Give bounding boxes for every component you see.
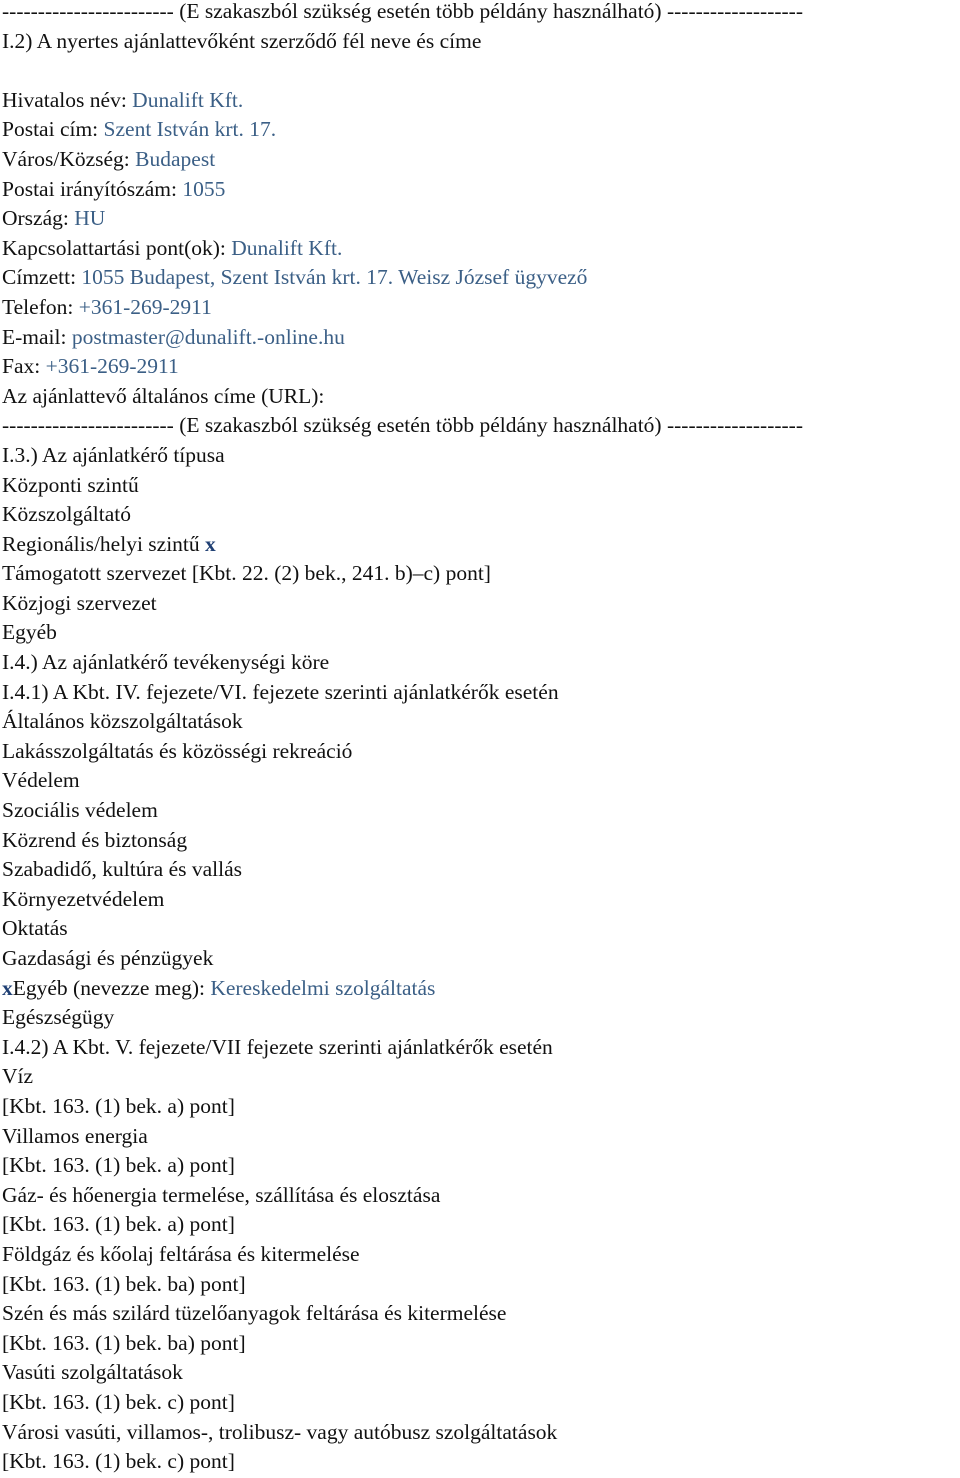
field-value[interactable]: postmaster@dunalift.-online.hu [71, 324, 345, 349]
list-item [2, 530, 958, 560]
field-url [2, 382, 958, 412]
item-text: Közjogi szervezet [2, 590, 157, 615]
legal-reference: [Kbt. 163. (1) bek. c) pont] [2, 1389, 235, 1414]
item-text: Közszolgáltató [2, 502, 131, 527]
list-item: Városi vasúti, villamos-, trolibusz- vagy autóbusz szolgáltatások [2, 1419, 558, 1444]
item-text: Egészségügy [2, 1005, 115, 1030]
list-item [2, 559, 958, 589]
item-text: Környezetvédelem [2, 886, 165, 911]
field-iranyitoszam [2, 175, 958, 205]
document-page [2, 0, 958, 1477]
field-label: Postai irányítószám: [2, 176, 183, 201]
field-label: Város/Község: [2, 146, 136, 171]
list-item [2, 707, 958, 737]
x-mark: x [2, 975, 13, 1000]
item-text: Regionális/helyi szintű [2, 531, 206, 556]
separator-line: ------------------------ (E szakaszból szükség esetén több példány használható) ------------------- [2, 0, 804, 23]
legal-reference: [Kbt. 163. (1) bek. ba) pont] [2, 1330, 246, 1355]
subsection-heading-i42: I.4.2) A Kbt. V. fejezete/VII fejezete szerinti ajánlatkérők esetén [2, 1034, 553, 1059]
legal-reference: [Kbt. 163. (1) bek. a) pont] [2, 1093, 235, 1118]
field-value: +361-269-2911 [78, 294, 212, 319]
field-value: HU [74, 206, 106, 231]
item-text: Védelem [2, 768, 80, 793]
x-mark: x [205, 531, 216, 556]
legal-reference: [Kbt. 163. (1) bek. c) pont] [2, 1449, 235, 1474]
item-text: Gazdasági és pénzügyek [2, 946, 214, 970]
list-item [2, 974, 958, 1004]
list-item [2, 855, 958, 885]
list-item: Szén és más szilárd tüzelőanyagok feltárása és kitermelése [2, 1301, 507, 1326]
section-heading-i4: I.4.) Az ajánlatkérő tevékenységi köre [2, 650, 330, 675]
list-item: Vasúti szolgáltatások [2, 1360, 183, 1385]
section-heading-i3: I.3.) Az ajánlatkérő típusa [2, 442, 225, 467]
field-value: Budapest [135, 146, 216, 171]
legal-reference: [Kbt. 163. (1) bek. a) pont] [2, 1212, 235, 1237]
list-item [2, 1003, 958, 1033]
blank-spacer [2, 56, 958, 86]
item-text: Központi szintű [2, 472, 139, 497]
list-item [2, 618, 958, 648]
list-item: Földgáz és kőolaj feltárása és kitermelése [2, 1241, 360, 1266]
field-value: Dunalift Kft. [231, 235, 343, 260]
field-telefon [2, 293, 958, 323]
field-label: Címzett: [2, 265, 82, 290]
item-text: Egyéb [2, 620, 57, 645]
item-text: Szociális védelem [2, 798, 158, 823]
item-text: Általános közszolgáltatások [2, 709, 243, 734]
list-item: Villamos energia [2, 1123, 148, 1148]
field-value: +361-269-2911 [45, 354, 179, 379]
field-label: Az ajánlattevő általános címe (URL): [2, 383, 325, 408]
field-label: Postai cím: [2, 117, 104, 142]
field-label: Kapcsolattartási pont(ok): [2, 235, 232, 260]
field-cimzett [2, 263, 958, 293]
list-item [2, 737, 958, 767]
field-label: Fax: [2, 354, 46, 379]
field-varos-kozseg [2, 145, 958, 175]
field-value: 1055 [182, 176, 226, 201]
list-item [2, 766, 958, 796]
item-text: Lakásszolgáltatás és közösségi rekreáció [2, 738, 353, 763]
item-text: Támogatott szervezet [Kbt. 22. (2) bek., 241. b)–c) pont] [2, 561, 491, 586]
section-heading-i2: I.2) A nyertes ajánlattevőként szerződő fél neve és címe [2, 28, 482, 53]
list-item [2, 944, 958, 974]
field-hivatalos-nev [2, 86, 958, 116]
legal-reference: [Kbt. 163. (1) bek. a) pont] [2, 1153, 235, 1178]
list-item [2, 796, 958, 826]
list-item [2, 589, 958, 619]
list-item: Víz [2, 1064, 34, 1089]
field-email [2, 323, 958, 353]
field-label: Telefon: [2, 294, 79, 319]
field-orszag [2, 204, 958, 234]
list-item: Gáz- és hőenergia termelése, szállítása és elosztása [2, 1182, 441, 1207]
legal-reference: [Kbt. 163. (1) bek. ba) pont] [2, 1271, 246, 1296]
field-postai-cim [2, 115, 958, 145]
field-kapcsolattartasi-pont [2, 234, 958, 264]
field-value: Szent István krt. 17. [103, 117, 277, 142]
field-value: Dunalift Kft. [132, 87, 244, 112]
field-label: Hivatalos név: [2, 87, 133, 112]
item-text: Oktatás [2, 916, 68, 941]
field-fax [2, 352, 958, 382]
list-item [2, 500, 958, 530]
list-item [2, 914, 958, 944]
item-value: Kereskedelmi szolgáltatás [210, 975, 436, 1000]
field-label: Ország: [2, 206, 75, 231]
field-label: E-mail: [2, 324, 72, 349]
subsection-heading-i41: I.4.1) A Kbt. IV. fejezete/VI. fejezete szerinti ajánlatkérők esetén [2, 679, 559, 704]
separator-line: ------------------------ (E szakaszból szükség esetén több példány használható) ------------------- [2, 413, 804, 438]
list-item [2, 885, 958, 915]
list-item [2, 826, 958, 856]
item-text: Szabadidő, kultúra és vallás [2, 857, 243, 882]
list-item [2, 471, 958, 501]
item-text: Közrend és biztonság [2, 827, 188, 852]
field-value: 1055 Budapest, Szent István krt. 17. Weisz József ügyvező [81, 265, 588, 290]
item-text: Egyéb (nevezze meg): [12, 975, 211, 1000]
